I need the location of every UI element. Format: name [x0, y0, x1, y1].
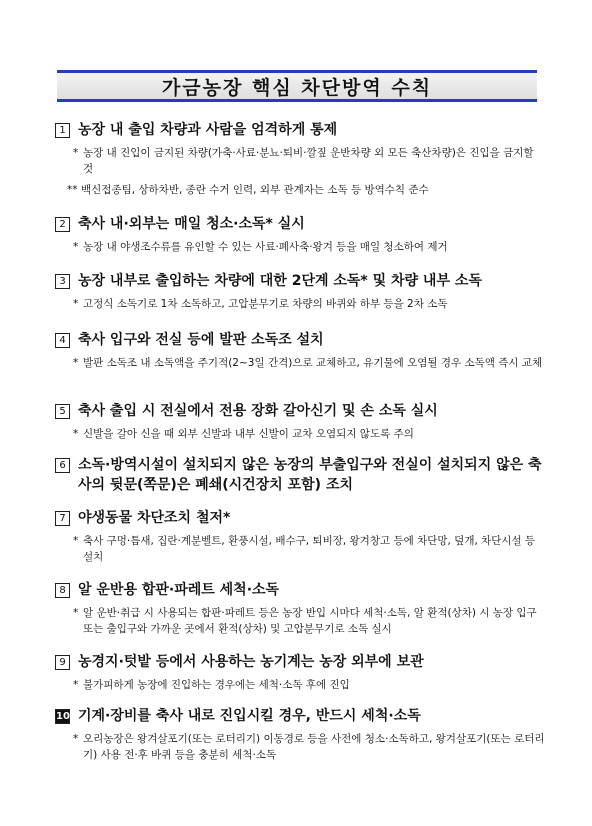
rule-item [55, 508, 545, 565]
rule-heading [55, 401, 545, 421]
note-text: 신발을 갈아 신을 때 외부 신발과 내부 신발이 교차 오염되지 않도록 주의 [83, 428, 414, 440]
title-banner [57, 70, 537, 102]
rule-heading-text: 소독·방역시설이 설치되지 않은 농장의 부출입구와 전실이 설치되지 않은 축사의 뒷문(쪽문)은 폐쇄(시건장치 포함) 조치 [78, 457, 542, 493]
rule-number-box: 10 [56, 711, 70, 722]
rule-note [55, 145, 545, 177]
rule-heading-text: 축사 입구와 전실 등에 발판 소독조 설치 [78, 332, 324, 348]
rule-heading-text: 농장 내부로 출입하는 차량에 대한 2단계 소독* 및 차량 내부 소독 [78, 273, 482, 289]
rule-number-box: 6 [55, 458, 70, 473]
rule-heading-text: 야생동물 차단조치 철저* [78, 510, 231, 526]
rule-heading [55, 652, 545, 672]
rule-item [55, 214, 545, 255]
rule-heading-text: 축사 출입 시 전실에서 전용 장화 갈아신기 및 손 소독 실시 [78, 403, 438, 419]
rule-heading [55, 508, 545, 528]
note-asterisk: * [73, 357, 79, 369]
rule-heading [55, 706, 545, 726]
rule-number-box: 1 [55, 123, 70, 138]
rule-number-box: 2 [55, 217, 70, 232]
note-text: 발판 소독조 내 소독액을 주기적(2~3일 간격)으로 교체하고, 유기물에 오염될 경우 소독액 즉시 교체 [83, 357, 543, 369]
page-title: 가금농장 핵심 차단방역 수칙 [161, 76, 433, 99]
rule-item [55, 330, 545, 371]
rule-note [55, 426, 545, 442]
note-asterisk: * [73, 535, 79, 547]
note-asterisk: * [73, 733, 79, 745]
note-text: 오리농장은 왕겨살포기(또는 로터리기) 이동경로 등을 사전에 청소·소독하고, 왕겨살포기(또는 로터리기) 사용 전·후 바퀴 등을 충분히 세척·소독 [83, 733, 545, 761]
rule-note [55, 239, 545, 255]
note-text: 알 운반·취급 시 사용되는 합판·파레트 등은 농장 반입 시마다 세척·소독, 알 환적(상차) 시 농장 입구 또는 출입구와 가까운 곳에서 환적(상차) 및 고압분무기로 소독 실시 [83, 607, 537, 635]
note-text: 농장 내 야생조수류를 유인할 수 있는 사료·폐사축·왕겨 등을 매일 청소하여 제거 [83, 241, 448, 253]
note-text: 농장 내 진입이 금지된 차량(가축·사료·분뇨·퇴비·깔짚 운반차량 외 모든 축산차량)은 진입을 금지할 것 [83, 147, 534, 175]
rule-note [55, 731, 545, 763]
rule-item [55, 401, 545, 442]
rule-number-box: 4 [55, 333, 70, 348]
note-asterisk: * [73, 428, 79, 440]
rule-item [55, 120, 545, 198]
rule-heading-text: 농장 내 출입 차량과 사람을 엄격하게 통제 [78, 122, 338, 138]
note-text: 백신접종팀, 상하차반, 종란 수거 인력, 외부 관계자는 소독 등 방역수칙 준수 [81, 184, 429, 196]
note-asterisk: * [73, 298, 79, 310]
note-asterisk: * [73, 241, 79, 253]
note-asterisk: ** [67, 184, 78, 196]
rule-heading [55, 580, 545, 600]
rule-note [55, 296, 545, 312]
rule-item [55, 580, 545, 637]
rule-number-box: 3 [55, 274, 70, 289]
rule-number-box: 8 [55, 583, 70, 598]
note-text: 고정식 소독기로 1차 소독하고, 고압분무기로 차량의 바퀴와 하부 등을 2차 소독 [83, 298, 448, 310]
note-asterisk: * [73, 147, 79, 159]
rule-heading [55, 120, 545, 140]
rule-item [55, 706, 545, 763]
rule-note [55, 355, 545, 371]
rule-note [55, 533, 545, 565]
rule-heading [55, 455, 545, 495]
rule-heading [55, 271, 545, 291]
rule-number-box: 5 [55, 404, 70, 419]
rule-item [55, 652, 545, 693]
rule-heading [55, 330, 545, 350]
rule-note [55, 182, 545, 198]
rule-heading-text: 알 운반용 합판·파레트 세척·소독 [78, 582, 280, 598]
rule-number-box: 9 [55, 655, 70, 670]
rule-note [55, 605, 545, 637]
note-text: 불가피하게 농장에 진입하는 경우에는 세척·소독 후에 진입 [83, 679, 350, 691]
rule-heading [55, 214, 545, 234]
rule-number-box: 7 [55, 511, 70, 526]
rule-note [55, 677, 545, 693]
rule-item [55, 455, 545, 495]
note-asterisk: * [73, 607, 79, 619]
rule-heading-text: 축사 내·외부는 매일 청소·소독* 실시 [78, 216, 305, 232]
rule-heading-text: 농경지·텃밭 등에서 사용하는 농기계는 농장 외부에 보관 [78, 654, 424, 670]
rule-heading-text: 기계·장비를 축사 내로 진입시킬 경우, 반드시 세척·소독 [78, 708, 421, 724]
rule-item [55, 271, 545, 312]
note-asterisk: * [73, 679, 79, 691]
note-text: 축사 구멍·틈새, 집란·계분벨트, 환풍시설, 배수구, 퇴비장, 왕겨창고 등에 차단망, 덮개, 차단시설 등 설치 [83, 535, 536, 563]
